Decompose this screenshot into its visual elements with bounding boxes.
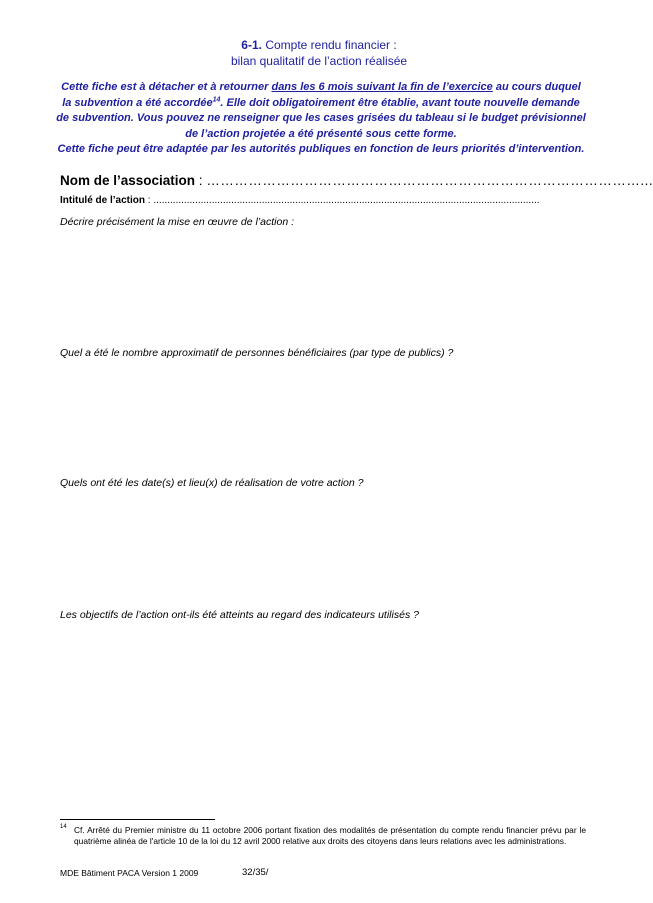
footnote-text: Cf. Arrêté du Premier ministre du 11 octobre 2006 portant fixation des modalités de présentation du compte rendu financier prévu par le quatrième alinéa de l'article 10 de la loi du 12 avril 2000 relative aux droits des citoyens dans leurs relations avec les administrations. [74,825,586,846]
association-name-field[interactable] [60,173,653,188]
action-title-value[interactable]: ........................................................................................................................................... [153,195,540,206]
page-title [0,38,638,53]
instructions-notice [56,80,586,158]
association-value[interactable]: …………………………………………………………………………………... [206,173,653,188]
action-title-field[interactable] [60,195,590,206]
action-title-separator: : [145,195,154,206]
association-separator: : [195,173,207,188]
notice-deadline: dans les 6 mois suivant la fin de l’exercice [271,81,493,93]
title-text: Compte rendu financier : [265,38,397,52]
footnote-divider [60,819,215,820]
footer-version: MDE Bâtiment PACA Version 1 2009 [60,868,199,878]
notice-part3: . Elle doit obligatoirement être établie, avant toute nouvelle demande de subvention. Vous pouvez ne renseigner que les cases grisées du tableau si le budget prévisionnel de l’action projetée a été présenté sous cette forme. [56,96,586,140]
footnote-number: 14 [60,824,67,830]
notice-part2: au cours duquel la subvention a été accordée [62,81,581,109]
notice-part4: Cette fiche peut être adaptée par les autorités publiques en fonction de leurs priorités d’intervention. [57,143,585,155]
question-objectives: Les objectifs de l’action ont-ils été atteints au regard des indicateurs utilisés ? [60,609,419,621]
action-title-label: Intitulé de l’action [60,195,146,206]
footnote-reference[interactable]: 14 [212,95,221,103]
question-dates-places: Quels ont été les date(s) et lieu(x) de réalisation de votre action ? [60,477,364,489]
footnote [60,825,586,847]
question-implementation: Décrire précisément la mise en œuvre de l’action : [60,216,295,228]
title-number: 6-1. [241,38,262,52]
notice-part1: Cette fiche est à détacher et à retourner [61,81,272,93]
page-subtitle: bilan qualitatif de l’action réalisée [230,54,408,68]
page-number: 32/35/ [242,867,269,878]
question-beneficiaries: Quel a été le nombre approximatif de personnes bénéficiaires (par type de publics) ? [60,347,454,359]
association-label: Nom de l’association [60,173,196,188]
